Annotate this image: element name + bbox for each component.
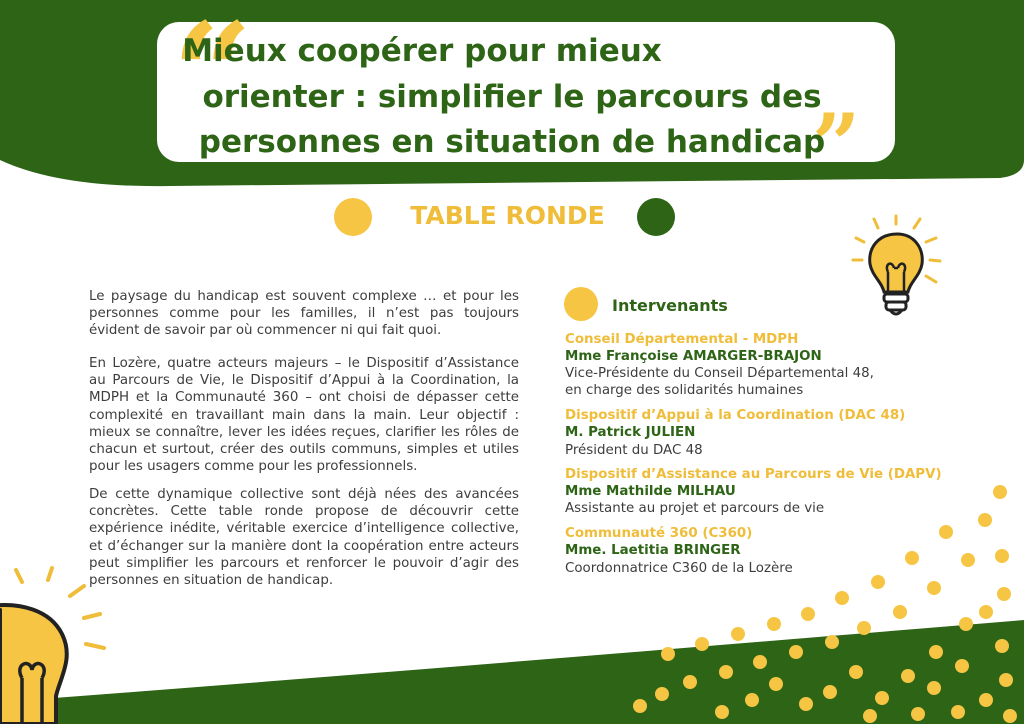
decorative-dot <box>955 659 969 673</box>
decorative-dot <box>995 639 1009 653</box>
large-lightbulb-icon <box>0 566 115 724</box>
speaker-name: M. Patrick JULIEN <box>565 425 696 440</box>
decorative-dot <box>901 669 915 683</box>
decorative-dot <box>825 635 839 649</box>
decorative-dot <box>849 665 863 679</box>
decorative-dot <box>835 591 849 605</box>
speaker-role: en charge des solidarités humaines <box>565 383 804 398</box>
decorative-dot <box>997 587 1011 601</box>
decorative-dot <box>731 627 745 641</box>
decorative-dot <box>745 693 759 707</box>
decorative-dot <box>959 617 973 631</box>
speaker-name: Mme Mathilde MILHAU <box>565 484 736 499</box>
decorative-dot <box>911 707 925 721</box>
decorative-dot <box>715 705 729 719</box>
title-line-1: Mieux coopérer pour mieux <box>182 33 662 69</box>
roundtable-paragraph: De cette dynamique collective sont déjà nées des avancées concrètes. Cette table ronde propose de découvrir cette expérience inédite, véritable exercice d’intelligence collective, et d’échanger sur la manière dont la coopération entre acteurs peut simplifier les parcours et renforcer le pouvoir d’agir des personnes en situation de handicap. <box>89 487 519 589</box>
lightbulb-icon <box>850 214 945 324</box>
close-quote-icon: ” <box>812 95 861 194</box>
bottom-green-band <box>0 620 1024 724</box>
decorative-dot <box>893 605 907 619</box>
decorative-dot <box>999 673 1013 687</box>
decorative-dot <box>871 575 885 589</box>
decorative-dot <box>799 697 813 711</box>
decorative-dot <box>753 655 767 669</box>
decorative-dot <box>655 687 669 701</box>
subtitle: TABLE RONDE <box>410 201 605 230</box>
title-line-2: orienter : simplifier le parcours des <box>202 79 822 115</box>
intro-paragraph: Le paysage du handicap est souvent complexe … et pour les personnes comme pour les familles, il n’est pas toujours évident de savoir par où commencer ni qui fait quoi. <box>89 289 519 339</box>
title-line-3: personnes en situation de handicap <box>198 124 826 160</box>
speaker-org: Communauté 360 (C360) <box>565 526 753 541</box>
decorative-dot <box>951 705 965 719</box>
green-circle <box>637 198 675 236</box>
decorative-dot <box>661 647 675 661</box>
speaker-role: Assistante au projet et parcours de vie <box>565 501 825 516</box>
decorative-dot <box>961 553 975 567</box>
decorative-dot <box>927 681 941 695</box>
decorative-dot <box>857 621 871 635</box>
decorative-dot <box>875 691 889 705</box>
open-quote-icon: “ <box>172 0 253 157</box>
speaker-org: Dispositif d’Assistance au Parcours de Vie (DAPV) <box>565 467 942 482</box>
decorative-dot <box>905 551 919 565</box>
decorative-dot <box>993 485 1007 499</box>
speaker-name: Mme. Laetitia BRINGER <box>565 543 741 558</box>
decorative-dot <box>927 581 941 595</box>
decorative-dot <box>823 685 837 699</box>
decorative-dot <box>939 525 953 539</box>
intervenants-dot <box>564 287 598 321</box>
speaker-org: Conseil Départemental - MDPH <box>565 332 799 347</box>
decorative-dot <box>789 645 803 659</box>
speaker-org: Dispositif d’Appui à la Coordination (DAC 48) <box>565 408 906 423</box>
decorative-dot <box>719 665 733 679</box>
decorative-dot <box>633 699 647 713</box>
decorative-dot <box>978 513 992 527</box>
intervenants-title: Intervenants <box>612 296 728 315</box>
decorative-dot <box>1003 709 1017 723</box>
decorative-dot <box>801 607 815 621</box>
decorative-dot <box>979 693 993 707</box>
decorative-dot <box>863 709 877 723</box>
decorative-dot <box>769 677 783 691</box>
decorative-dot <box>683 675 697 689</box>
yellow-circle <box>334 198 372 236</box>
speaker-name: Mme Françoise AMARGER-BRAJON <box>565 349 822 364</box>
decorative-dot <box>979 605 993 619</box>
decorative-dot <box>995 549 1009 563</box>
partners-paragraph: En Lozère, quatre acteurs majeurs – le Dispositif d’Assistance au Parcours de Vie, le Dispositif d’Appui à la Coordination, la MDPH et la Communauté 360 – ont choisi de dépasser cette complexité en travaillant main dans la main. Leur objectif : mieux se connaître, lever les idées reçues, clarifier les rôles de chacun et surtout, créer des outils communs, simples et utiles pour les usagers comme pour les professionnels. <box>89 356 519 475</box>
speaker-role: Coordonnatrice C360 de la Lozère <box>565 561 793 576</box>
speaker-role: Vice-Présidente du Conseil Départemental 48, <box>565 366 874 381</box>
decorative-dot <box>929 645 943 659</box>
decorative-dot <box>695 637 709 651</box>
decorative-dot <box>767 617 781 631</box>
speaker-role: Président du DAC 48 <box>565 443 703 458</box>
